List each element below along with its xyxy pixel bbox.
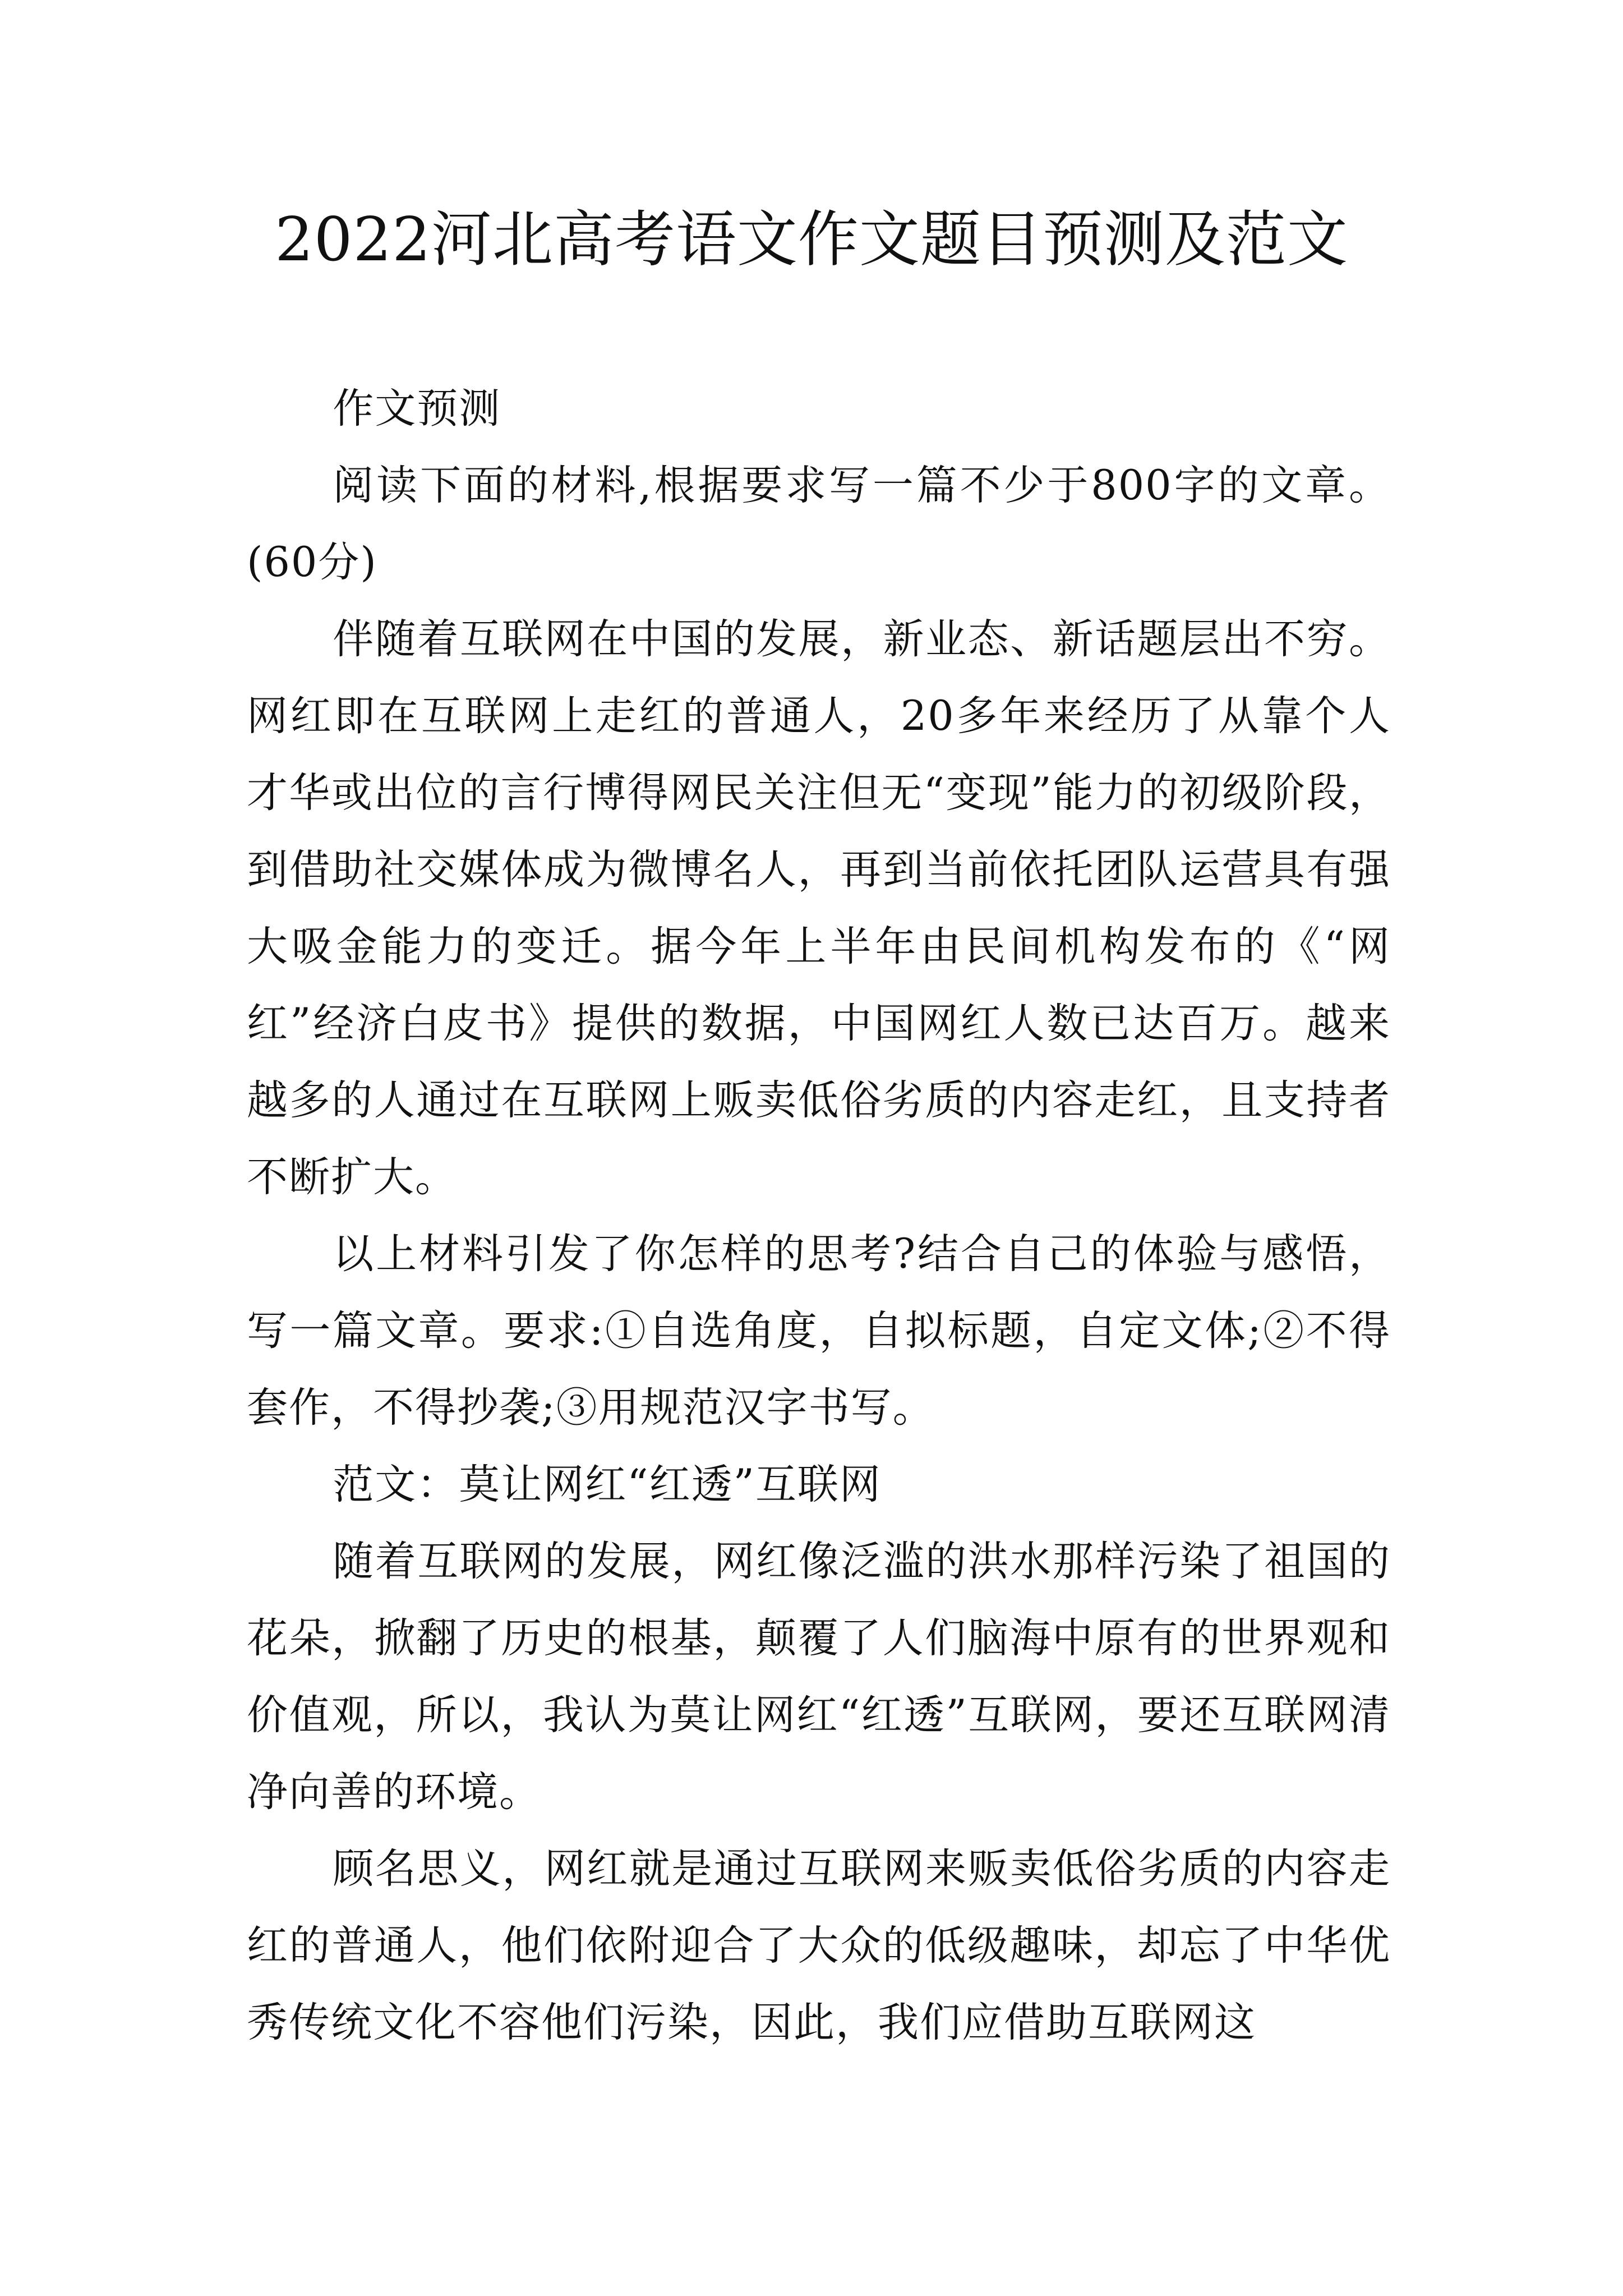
material-paragraph: 伴随着互联网在中国的发展，新业态、新话题层出不穷。网红即在互联网上走红的普通人，20多年来经历了从靠个人才华或出位的言行博得网民关注但无“变现”能力的初级阶段，到借助社交媒体成为微博名人，再到当前依托团队运营具有强大吸金能力的变迁。据今年上半年由民间机构发布的《“网红”经济白皮书》提供的数据，中国网红人数已达百万。越来越多的人通过在互联网上贩卖低俗劣质的内容走红，且支持者不断扩大。 — [247, 615, 1391, 1201]
essay-paragraph: 随着互联网的发展，网红像泛滥的洪水那样污染了祖国的花朵，掀翻了历史的根基，颠覆了人们脑海中原有的世界观和价值观，所以，我认为莫让网红“红透”互联网，要还互联网清净向善的环境。 — [247, 1538, 1391, 1816]
document-body — [247, 370, 1391, 2061]
requirements-paragraph: 以上材料引发了你怎样的思考?结合自己的体验与感悟，写一篇文章。要求:①自选角度，自拟标题，自定文体;②不得套作，不得抄袭;③用规范汉字书写。 — [247, 1230, 1391, 1432]
sample-essay-heading: 范文：莫让网红“红透”互联网 — [333, 1461, 882, 1508]
prompt-instruction-paragraph: 阅读下面的材料,根据要求写一篇不少于800字的文章。(60分) — [247, 462, 1391, 586]
document-title: 2022河北高考语文作文题目预测及范文 — [275, 205, 1348, 275]
essay-paragraph: 顾名思义，网红就是通过互联网来贩卖低俗劣质的内容走红的普通人，他们依附迎合了大众的低级趣味，却忘了中华优秀传统文化不容他们污染，因此，我们应借助互联网这 — [247, 1845, 1391, 2046]
section-heading-prediction: 作文预测 — [333, 385, 501, 432]
